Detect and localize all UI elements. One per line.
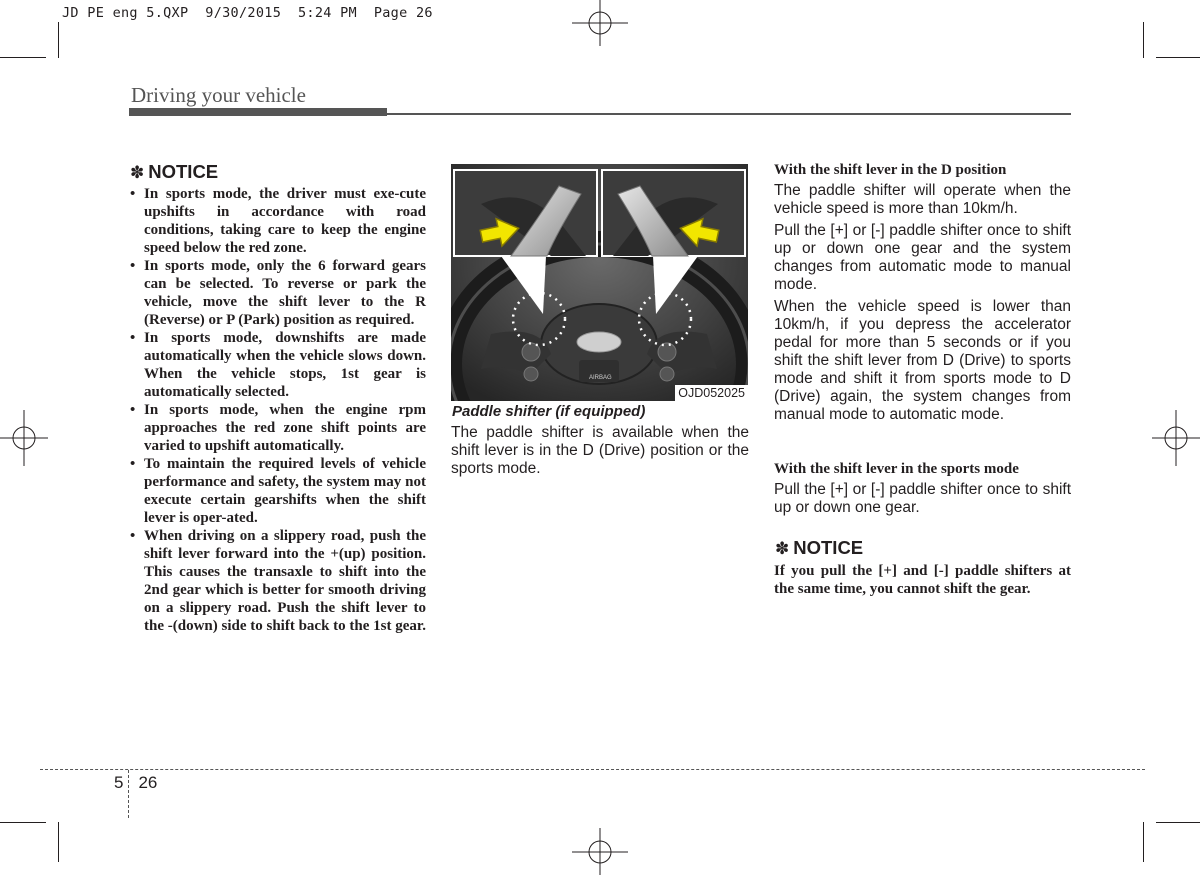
chapter-number: 5 <box>114 773 124 792</box>
figure-caption: Paddle shifter (if equipped) <box>452 403 646 420</box>
list-item: • In sports mode, the driver must exe-cute upshifts in accordance with road conditions, taking care to keep the engine speed below the red zone. <box>130 186 426 256</box>
left-notice-heading <box>130 161 218 183</box>
section-title-bar <box>129 108 387 116</box>
notice-star-icon: ✽ <box>775 539 790 558</box>
section-title: Driving your vehicle <box>131 83 306 107</box>
bullet-icon: • <box>130 402 136 418</box>
section-title-rule <box>387 113 1071 115</box>
list-item: • To maintain the required levels of vehicle performance and safety, the system may not execute certain gearshifts when the shift lever is oper-ated. <box>130 456 426 526</box>
page-number-value: 26 <box>138 773 158 792</box>
bullet-icon: • <box>130 528 136 544</box>
list-item: • In sports mode, only the 6 forward gears can be selected. To reverse or park the vehicle, move the shift lever to the R (Reverse) or P (Park) position as required. <box>130 258 426 328</box>
registration-mark-bottom <box>572 828 628 875</box>
list-item: • When driving on a slippery road, push the shift lever forward into the +(up) position. This causes the transaxle to shift into the 2nd gear which is better for smooth driving on a slippery road. Push the shift lever to the -(down) side to shift back to the 1st gear. <box>130 528 426 634</box>
list-item: • In sports mode, downshifts are made automatically when the vehicle slows down. When the vehicle stops, 1st gear is automatically selected. <box>130 330 426 400</box>
paragraph: When the vehicle speed is lower than 10km/h, if you depress the accelerator pedal for more than 5 seconds or if you shift the shift lever from D (Drive) to sports mode and shift it from sports mode to D (Drive) again, the system changes from manual mode to automatic mode. <box>774 298 1071 423</box>
airbag-label: AIRBAG <box>589 375 612 381</box>
sports-mode-paragraph: Pull the [+] or [-] paddle shifter once to shift up or down one gear. <box>774 481 1071 516</box>
list-item: • In sports mode, when the engine rpm approaches the red zone shift points are varied to upshift automatically. <box>130 402 426 454</box>
paragraph: The paddle shifter will operate when the vehicle speed is more than 10km/h. <box>774 182 1071 217</box>
steering-wheel-illustration <box>451 164 748 401</box>
registration-mark-right <box>1152 410 1200 466</box>
bullet-icon: • <box>130 330 136 346</box>
d-position-body <box>774 182 1071 424</box>
bullet-icon: • <box>130 258 136 274</box>
notice-title: NOTICE <box>793 537 864 558</box>
d-position-heading: With the shift lever in the D position <box>774 162 1007 178</box>
registration-mark-top <box>572 0 628 48</box>
paddle-shifter-figure <box>451 164 748 401</box>
footer-rule <box>40 769 1145 770</box>
paddle-shifter-description: The paddle shifter is available when the shift lever is in the D (Drive) position or the sports mode. <box>451 424 749 477</box>
bullet-icon: • <box>130 186 136 202</box>
notice-star-icon: ✽ <box>130 163 145 182</box>
registration-mark-left <box>0 410 48 466</box>
notice-bullet-list <box>128 185 426 635</box>
page-number <box>114 773 157 793</box>
notice-title: NOTICE <box>148 161 219 182</box>
paragraph: Pull the [+] or [-] paddle shifter once to shift up or down one gear and the system changes from automatic mode to manual mode. <box>774 222 1071 293</box>
figure-code-label: OJD052025 <box>675 385 748 401</box>
sports-mode-heading: With the shift lever in the sports mode <box>774 461 1019 477</box>
printer-slug: JD PE eng 5.QXP 9/30/2015 5:24 PM Page 26 <box>62 5 433 21</box>
bullet-icon: • <box>130 456 136 472</box>
right-notice-heading <box>775 537 863 559</box>
right-notice-text: If you pull the [+] and [-] paddle shifters at the same time, you cannot shift the gear. <box>774 563 1071 597</box>
